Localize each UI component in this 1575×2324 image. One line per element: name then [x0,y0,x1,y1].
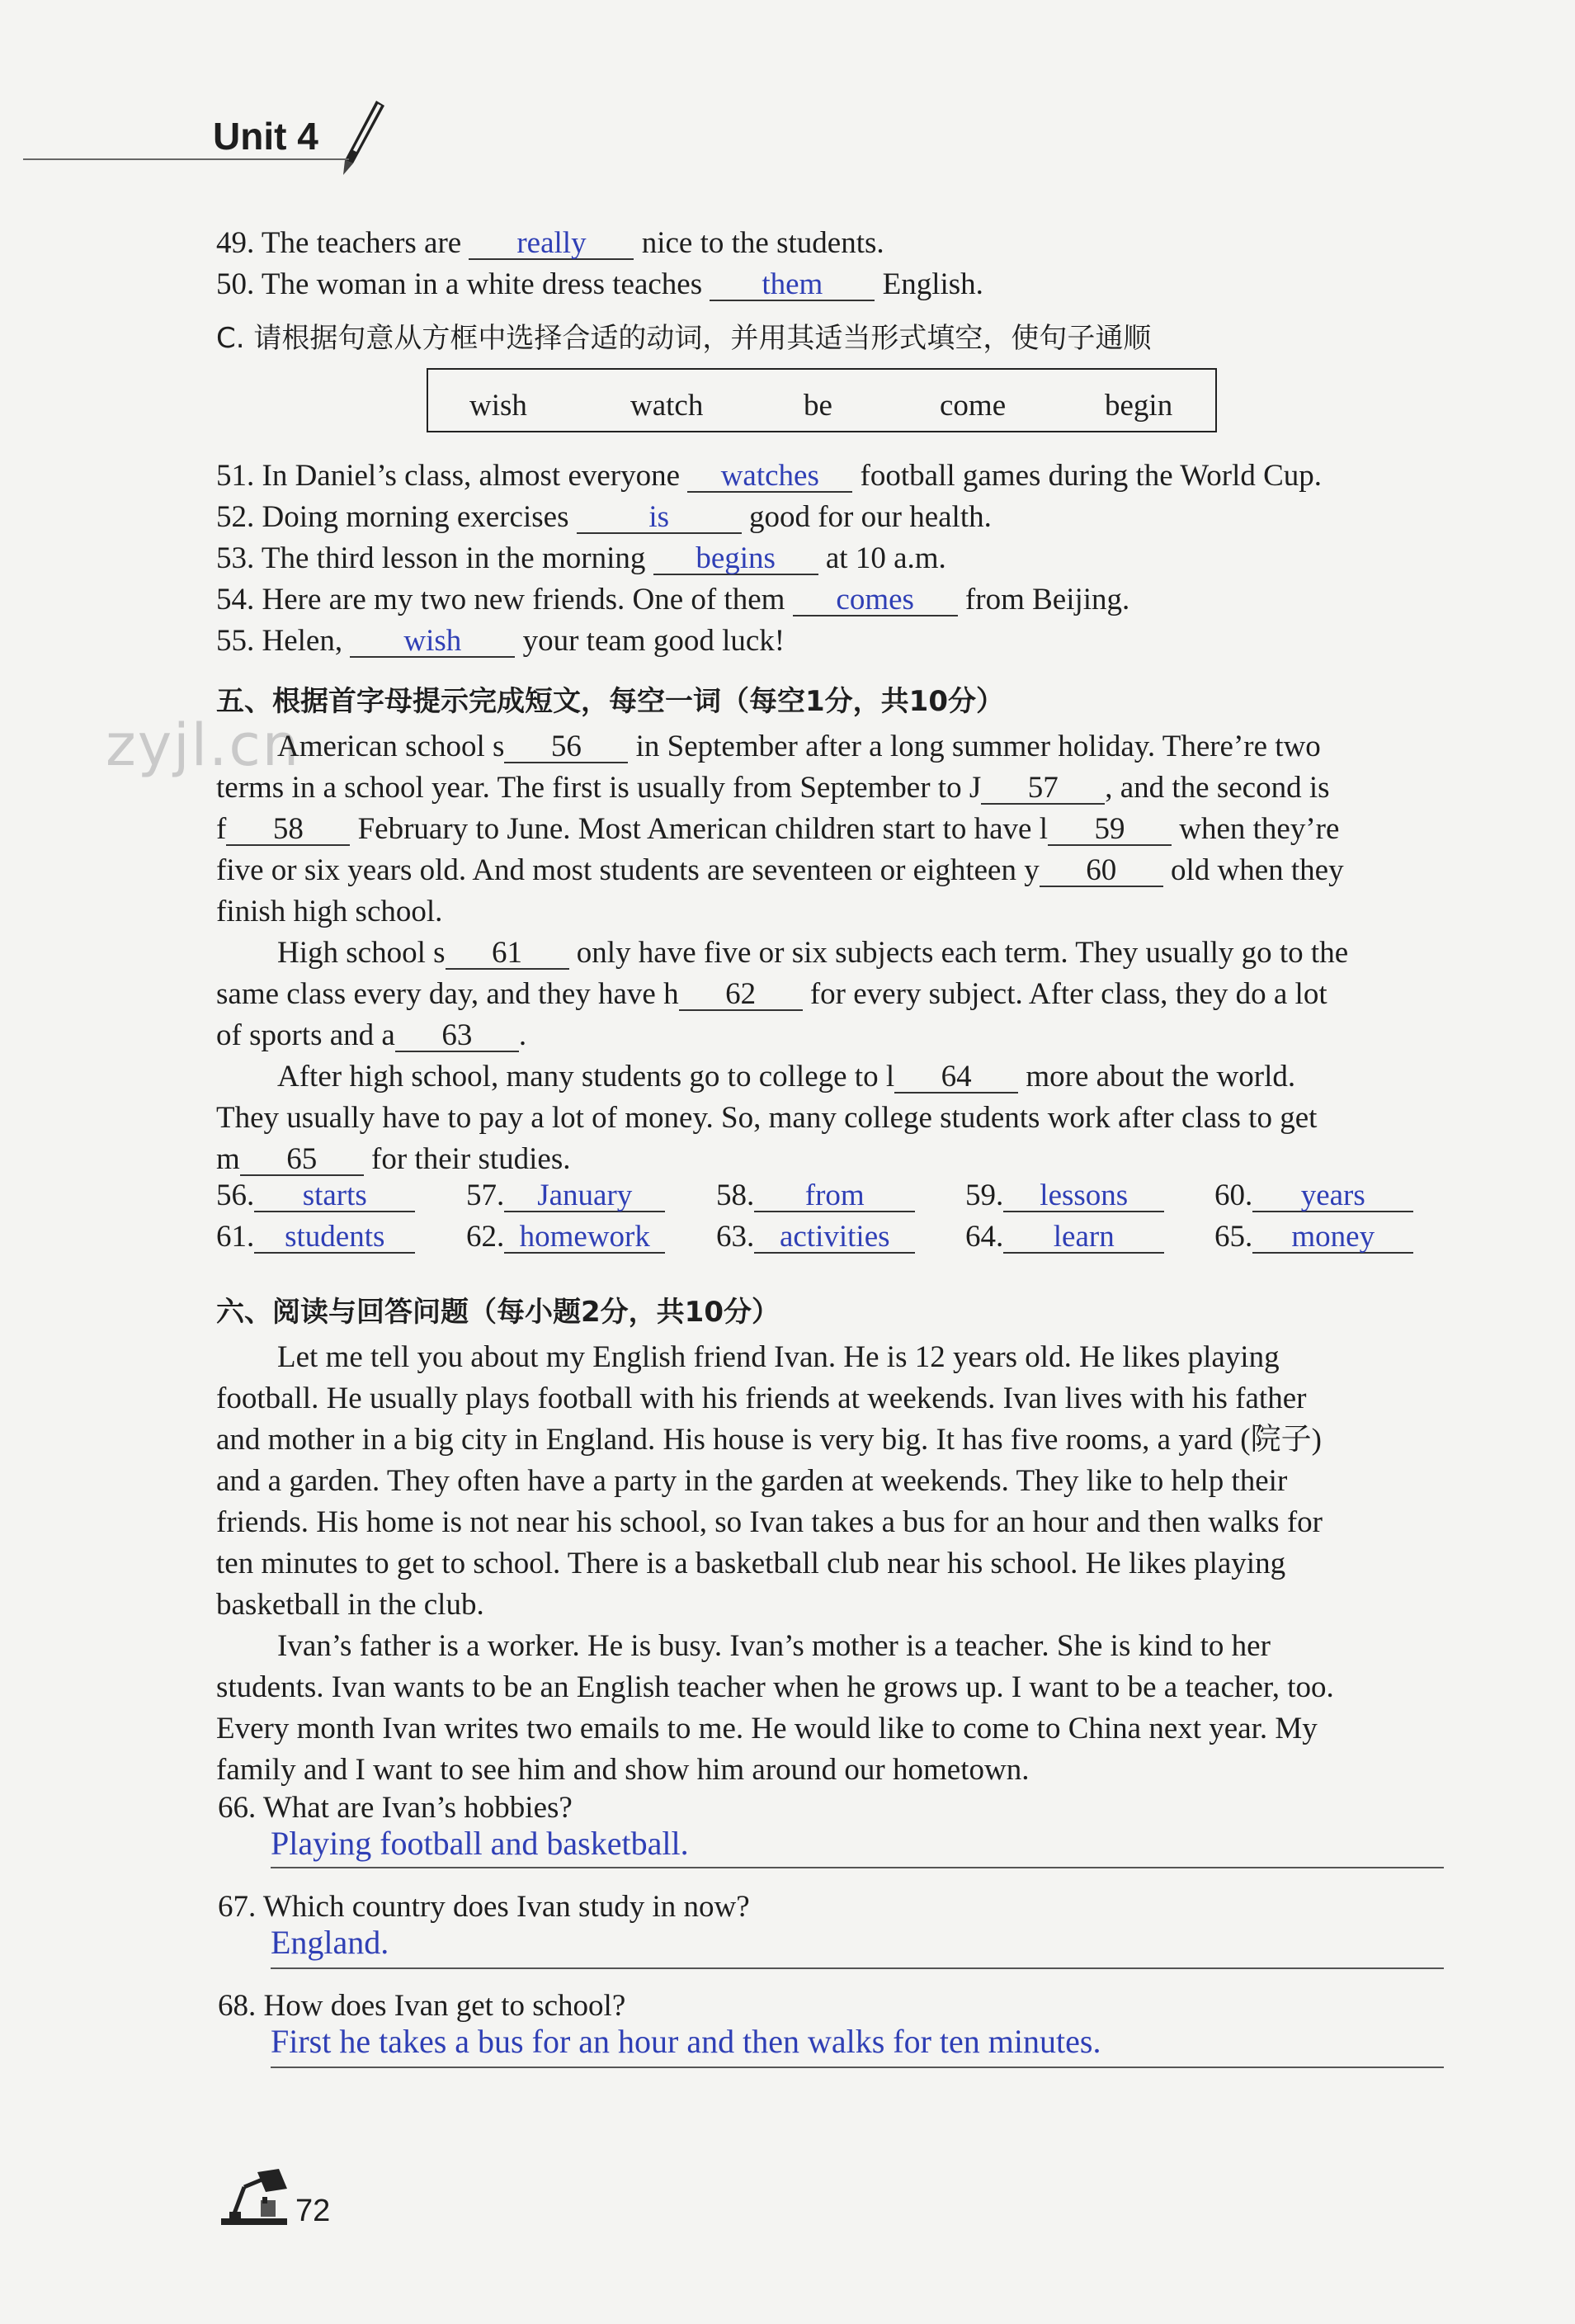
cloze-blank-65: 65 [240,1144,364,1176]
answer-50[interactable]: them [762,267,823,301]
section-6-title: 六、阅读与回答问题（每小题2分，共10分） [216,1296,780,1329]
cloze-answer-57: 57. January [466,1180,665,1212]
watermark: zyjl.cn [106,711,301,779]
reading-passage [216,1337,1445,1791]
cloze-answer-63: 63. activities [716,1221,915,1254]
cloze-answer-56: 56. starts [216,1180,415,1212]
word-box-item: come [940,389,1007,423]
cloze-answer-65: 65. money [1214,1221,1413,1254]
cloze-line: f 58 February to June. Most American children start to have l 59 when they’re [216,812,1340,846]
question-66: 66. What are Ivan’s hobbies? [218,1791,573,1825]
answer-line-67 [271,1967,1444,1969]
cloze-answer-64: 64. learn [965,1221,1164,1254]
question-68: 68. How does Ivan get to school? [218,1989,626,2023]
cloze-line: American school s 56 in September after a long summer holiday. There’re two [277,730,1321,763]
passage-line: Every month Ivan writes two emails to me. He would like to come to China next year. My [216,1712,1318,1745]
answer-67[interactable]: England. [271,1924,389,1961]
cloze-line: finish high school. [216,895,443,928]
passage-line: football. He usually plays football with his friends at weekends. Ivan lives with his father [216,1382,1307,1415]
answer-line-66 [271,1867,1444,1868]
header-rule [23,158,349,160]
passage-line: students. Ivan wants to be an English teacher when he grows up. I want to be a teacher, too. [216,1670,1334,1704]
passage-line: Let me tell you about my English friend Ivan. He is 12 years old. He likes playing [277,1340,1280,1374]
cloze-answer-61: 61. students [216,1221,415,1254]
question-53: 53. The third lesson in the morning begins at 10 a.m. [216,541,946,575]
answer-49[interactable]: really [516,226,587,260]
question-55: 55. Helen, wish your team good luck! [216,624,785,658]
cloze-blank-61: 61 [446,938,569,970]
passage-line: and a garden. They often have a party in the garden at weekends. They like to help their [216,1464,1288,1498]
cloze-line: five or six years old. And most students are seventeen or eighteen y 60 old when they [216,853,1344,887]
cloze-line: same class every day, and they have h 62 for every subject. After class, they do a lot [216,977,1327,1011]
cloze-answer-62: 62. homework [466,1221,665,1254]
answer-line-68 [271,2067,1444,2068]
answer-55[interactable]: wish [403,624,462,658]
cloze-blank-58: 58 [226,814,350,846]
cloze-blank-63: 63 [395,1020,519,1052]
word-box-item: watch [630,389,704,423]
pen-icon [337,97,388,177]
word-box-item: wish [469,389,527,423]
passage-line: friends. His home is not near his school, so Ivan takes a bus for an hour and then walks for [216,1505,1323,1539]
cloze-line: After high school, many students go to college to l 64 more about the world. [277,1060,1296,1094]
cloze-blank-56: 56 [504,731,628,763]
question-50: 50. The woman in a white dress teaches them English. [216,267,983,301]
cloze-blank-60: 60 [1040,855,1163,887]
passage-line: family and I want to see him and show him around our hometown. [216,1753,1030,1787]
cloze-line: They usually have to pay a lot of money. So, many college students work after class to get [216,1101,1318,1135]
unit-title: Unit 4 [213,115,318,158]
cloze-answer-60: 60. years [1214,1180,1413,1212]
page-number: 72 [295,2194,331,2228]
answer-68[interactable]: First he takes a bus for an hour and then walks for ten minutes. [271,2023,1101,2060]
cloze-line: terms in a school year. The first is usually from September to J 57 , and the second is [216,771,1330,805]
answer-51[interactable]: watches [720,459,819,493]
desk-lamp-icon [216,2164,292,2227]
question-51: 51. In Daniel’s class, almost everyone watches football games during the World Cup. [216,459,1323,493]
cloze-passage [216,726,1445,1180]
passage-line: and mother in a big city in England. His house is very big. It has five rooms, a yard (院子) [216,1423,1322,1457]
answer-53[interactable]: begins [696,541,776,575]
cloze-blank-64: 64 [894,1061,1018,1094]
cloze-answer-58: 58. from [716,1180,915,1212]
answer-52[interactable]: is [648,500,670,534]
cloze-blank-57: 57 [981,772,1105,805]
word-box-item: be [804,389,832,423]
cloze-blank-59: 59 [1048,814,1172,846]
passage-line: basketball in the club. [216,1588,484,1622]
question-67: 67. Which country does Ivan study in now? [218,1890,750,1924]
question-54: 54. Here are my two new friends. One of them comes from Beijing. [216,583,1130,616]
passage-line: Ivan’s father is a worker. He is busy. Ivan’s mother is a teacher. She is kind to her [277,1629,1271,1663]
answer-66[interactable]: Playing football and basketball. [271,1825,689,1862]
question-52: 52. Doing morning exercises is good for our health. [216,500,992,534]
passage-line: ten minutes to get to school. There is a basketball club near his school. He likes playing [216,1547,1286,1580]
cloze-line: High school s 61 only have five or six subjects each term. They usually go to the [277,936,1349,970]
section-5-title: 五、根据首字母提示完成短文，每空一词（每空1分，共10分） [216,685,1004,718]
question-49: 49. The teachers are really nice to the students. [216,226,884,260]
part-c-instruction: C. 请根据句意从方框中选择合适的动词，并用其适当形式填空，使句子通顺 [216,322,1152,355]
cloze-answer-59: 59. lessons [965,1180,1164,1212]
cloze-blank-62: 62 [679,979,803,1011]
word-box-item: begin [1105,389,1173,423]
word-box [427,368,1217,432]
cloze-line: of sports and a 63 . [216,1018,527,1052]
cloze-line: m 65 for their studies. [216,1142,571,1176]
answer-54[interactable]: comes [836,583,914,616]
